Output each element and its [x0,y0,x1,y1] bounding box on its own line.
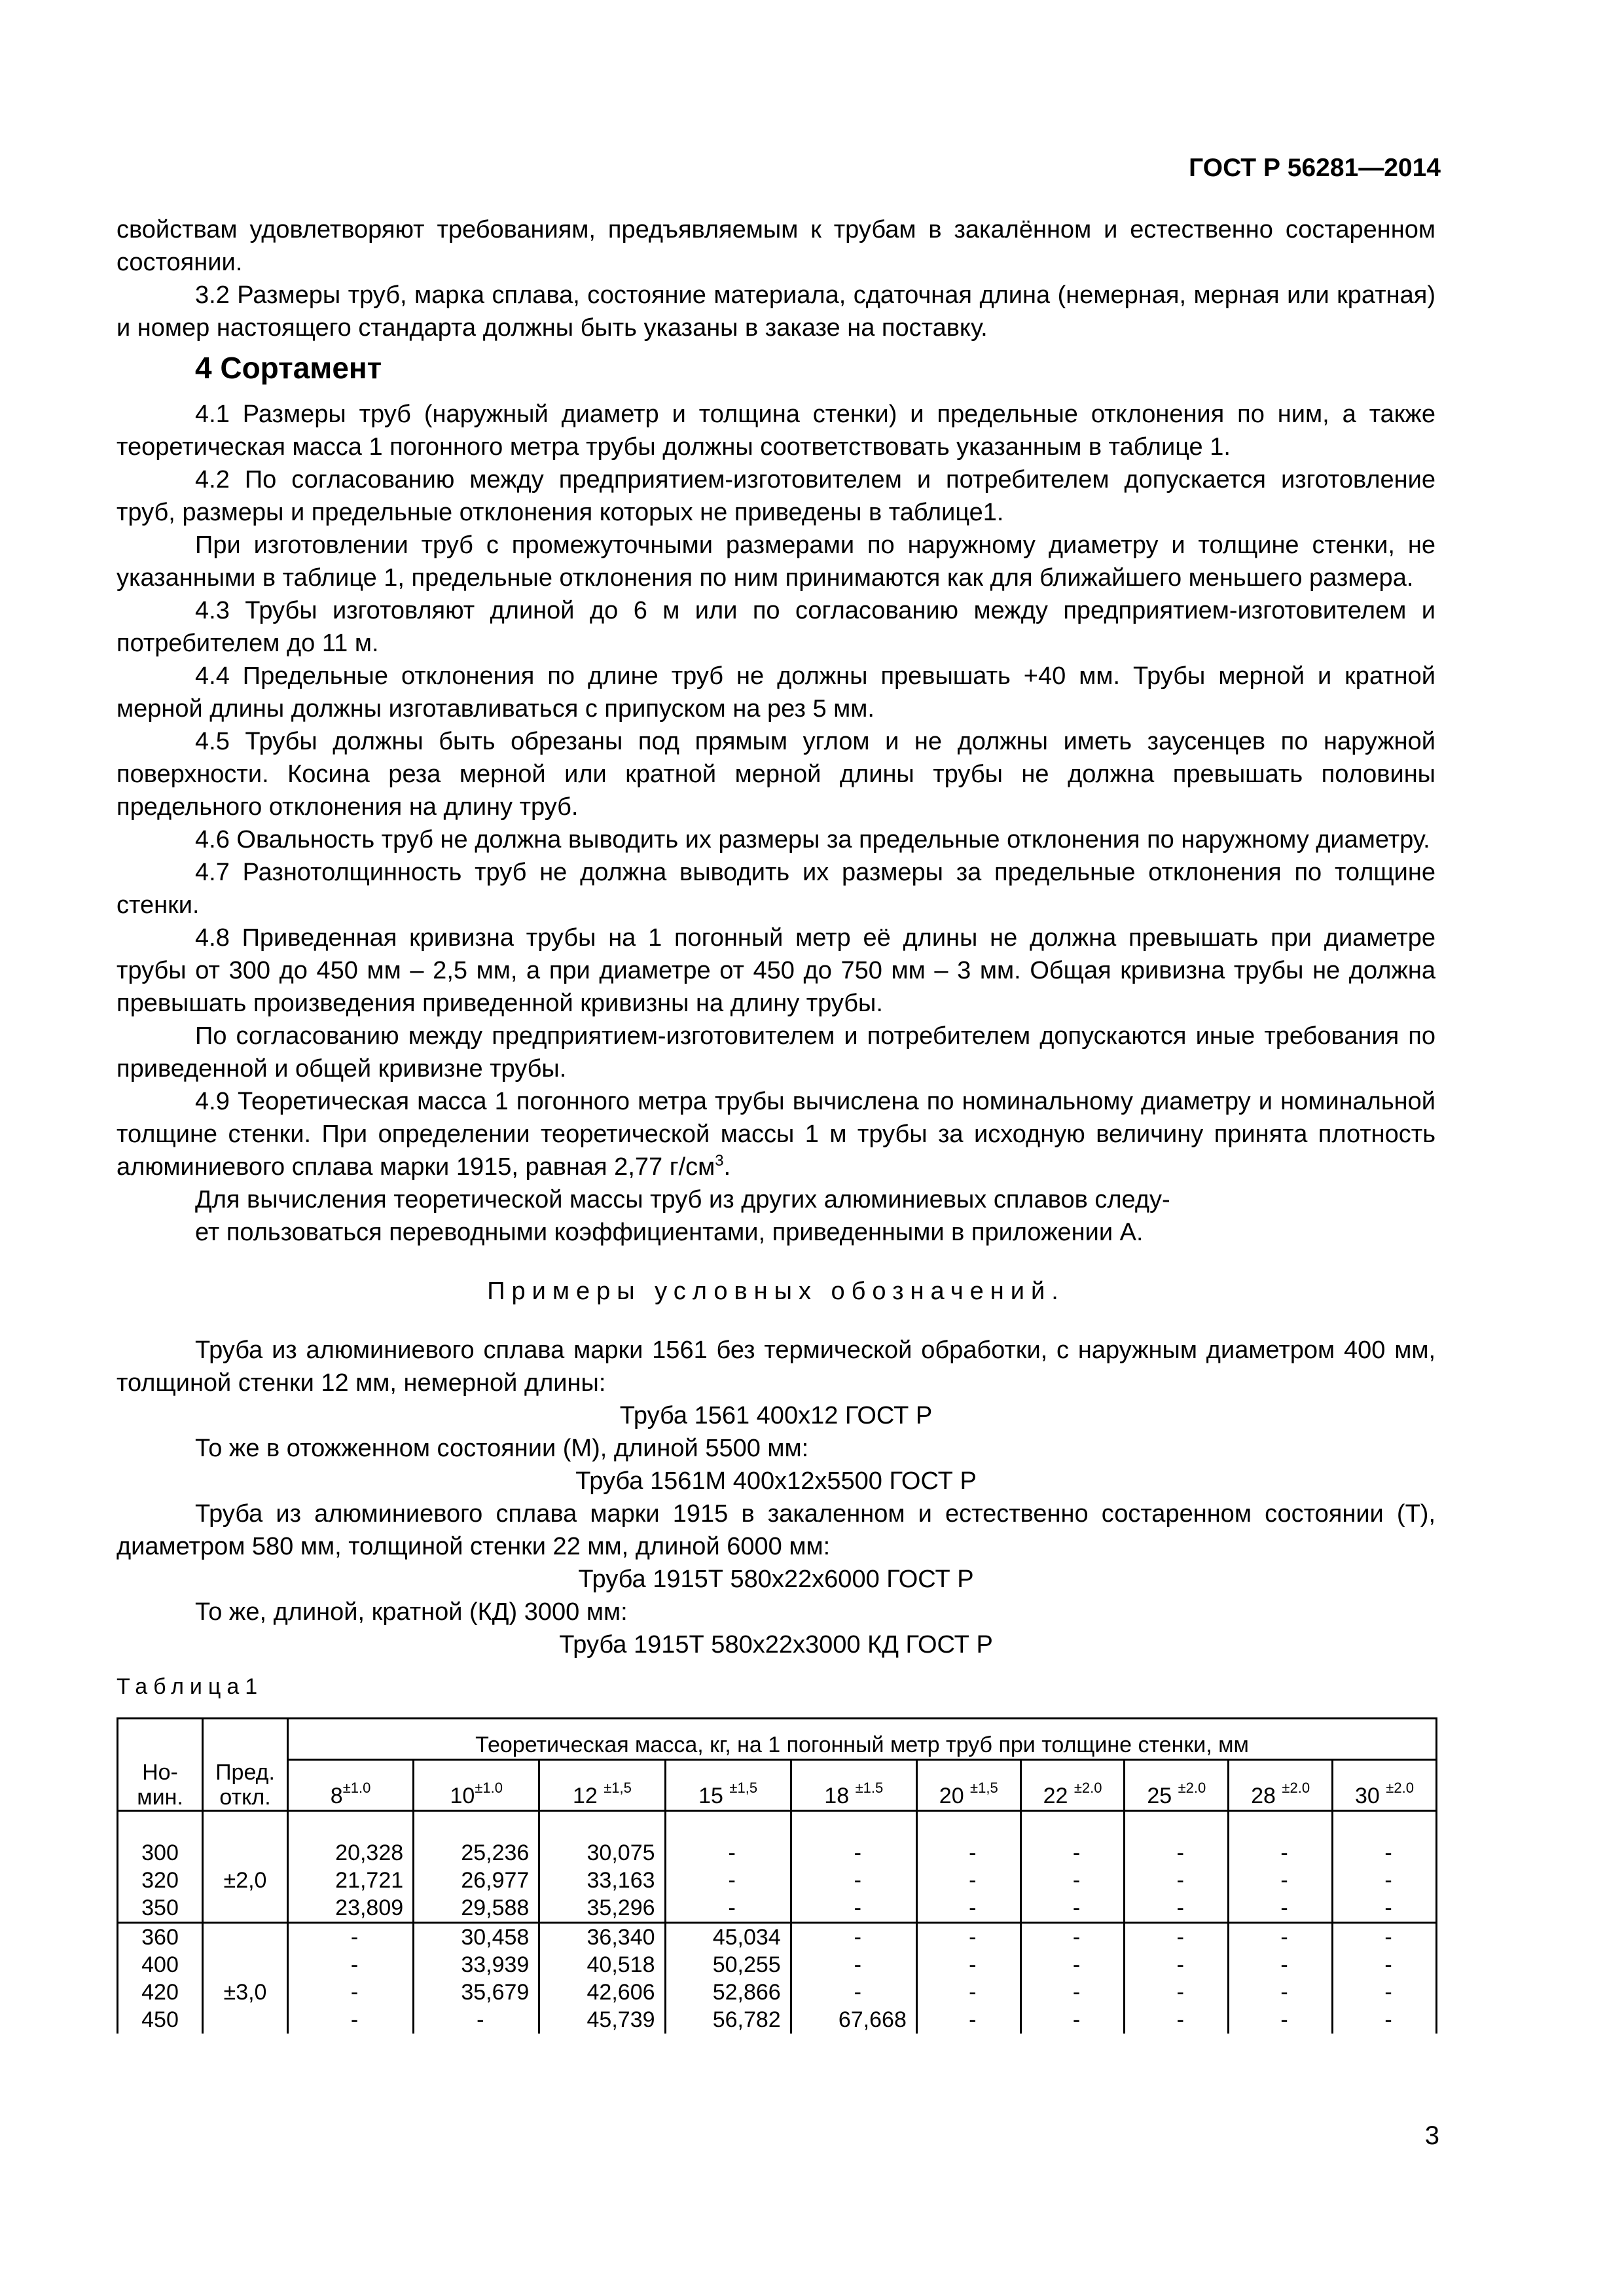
paragraph: 4.6 Овальность труб не должна выводить их размеры за предельные отклонения по наружному диаметру. [195,826,1430,853]
mass-cell: - - - [791,1810,916,1922]
mass-cell: 30,075 33,163 35,296 [539,1810,665,1922]
tolerance-cell: ±3,0 [203,1922,288,2034]
page-number: 3 [1424,2121,1439,2150]
paragraph: 3.2 Размеры труб, марка сплава, состояние материала, сдаточная длина (немерная, мерная или кратная) и номер настоящего стандарта должны быть указаны в заказе на поставку. [117,281,1435,342]
table-row-group [118,1922,1437,2034]
paragraph: свойствам удовлетворяют требованиям, предъявляемым к трубам в закалённом и естественно состаренном состоянии. [117,216,1435,276]
paragraph: 4.7 Разнотолщинность труб не должна выводить их размеры за предельные отклонения по толщине стенки. [117,859,1435,919]
mass-cell: - - - - [1125,1922,1229,2034]
col-header-thickness: $8^{\pm 1.0}$ [288,1760,414,1811]
mass-cell: - - - [1229,1810,1333,1922]
example-code: Труба 1561М 400х12х5500 ГОСТ Р [575,1467,977,1495]
mass-cell: - - - - [288,1922,414,2034]
example-code: Труба 1915Т 580х22х3000 КД ГОСТ Р [559,1631,993,1659]
paragraph: 4.4 Предельные отклонения по длине труб не должны превышать +40 мм. Трубы мерной и кратной мерной длины должны изготавливаться с припуском на рез 5 мм. [117,662,1435,723]
paragraph: 4.5 Трубы должны быть обрезаны под прямым углом и не должны иметь заусенцев по наружной поверхности. Косина реза мерной или кратной мерной длины трубы не должна превышать половины предельного отклонения на длину труб. [117,728,1435,821]
col-header-thickness: 20 $^{\pm 1,5}$ [916,1760,1020,1811]
mass-cell: 36,340 40,518 42,606 45,739 [539,1922,665,2034]
example-text: Труба из алюминиевого сплава марки 1561 без термической обработки, с наружным диаметром 400 мм, толщиной стенки 12 мм, немерной длины: [117,1336,1435,1397]
diameter-cell: 300 320 350 [118,1810,203,1922]
mass-cell: - - - - [1332,1922,1436,2034]
document-header: ГОСТ Р 56281—2014 [1189,154,1441,182]
col-header-thickness: 15 $^{\pm 1,5}$ [665,1760,791,1811]
mass-cell: - - - - [1229,1922,1333,2034]
table-body [118,1810,1437,2034]
col-header-tolerance: Пред. откл. [203,1760,288,1811]
col-header-thickness: 12 $^{\pm 1,5}$ [539,1760,665,1811]
paragraph: ет пользоваться переводными коэффициентами, приведенными в приложении А. [195,1219,1144,1246]
paragraph: По согласованию между предприятием-изготовителем и потребителем допускаются иные требования по приведенной и общей кривизне трубы. [117,1022,1435,1083]
col-header-thickness: 18 $^{\pm 1.5}$ [791,1760,916,1811]
col-header-thickness: 28 $^{\pm 2.0}$ [1229,1760,1333,1811]
col-header-nominal: Но- мин. [118,1760,203,1811]
mass-cell: - - - - [916,1922,1020,2034]
example-code: Труба 1561 400х12 ГОСТ Р [619,1402,933,1429]
example-text: То же, длиной, кратной (КД) 3000 мм: [195,1598,628,1626]
mass-table [117,1717,1437,2034]
col-header-thickness: 30 $^{\pm 2.0}$ [1332,1760,1436,1811]
paragraph: При изготовлении труб с промежуточными размерами по наружному диаметру и толщине стенки, не указанными в таблице 1, предельные отклонения по ним принимаются как для ближайшего меньшего размера. [117,531,1435,592]
paragraph: 4.8 Приведенная кривизна трубы на 1 погонный метр её длины не должна превышать при диаметре трубы от 300 до 450 мм – 2,5 мм, а при диаметре от 450 до 750 мм – 3 мм. Общая кривизна трубы не должна превышать произведения приведенной кривизны на длину трубы. [117,924,1435,1017]
table-header-columns [118,1760,1437,1811]
examples-title: Примеры условных обозначений. [487,1278,1065,1305]
paragraph: 4.3 Трубы изготовляют длиной до 6 м или по согласованию между предприятием-изготовителем и потребителем до 11 м. [117,597,1435,657]
tolerance-cell: ±2,0 [203,1810,288,1922]
superscript: 3 [715,1152,724,1170]
col-header-thickness: 22 $^{\pm 2.0}$ [1020,1760,1125,1811]
table-title: Теоретическая масса, кг, на 1 погонный метр труб при толщине стенки, мм [288,1719,1437,1760]
example-text: То же в отожженном состоянии (М), длиной 5500 мм: [195,1435,809,1462]
mass-cell: - - - [1332,1810,1436,1922]
document-body [117,213,1435,2034]
mass-cell: 30,458 33,939 35,679 - [414,1922,539,2034]
example-code: Труба 1915Т 580х22х6000 ГОСТ Р [578,1566,974,1593]
mass-cell: 25,236 26,977 29,588 [414,1810,539,1922]
section-title: 4 Сортамент [195,351,382,385]
example-text: Труба из алюминиевого сплава марки 1915 в закаленном и естественно состаренном состоянии (Т), диаметром 580 мм, толщиной стенки 22 мм, длиной 6000 мм: [117,1500,1435,1560]
mass-cell: - - - 67,668 [791,1922,916,2034]
mass-cell: - - - [1125,1810,1229,1922]
mass-cell: - - - [1020,1810,1125,1922]
paragraph-4-9: 4.9 Теоретическая масса 1 погонного метра трубы вычислена по номинальному диаметру и номинальной толщине стенки. При определении теоретической массы 1 м трубы за исходную величину принята плотность алюминиевого сплава марки 1915, равная 2,77 $г/см^3$. [117,1088,1435,1181]
mass-cell: - - - - [1020,1922,1125,2034]
mass-cell: - - - [916,1810,1020,1922]
mass-cell: 45,034 50,255 52,866 56,782 [665,1922,791,2034]
paragraph: 4.1 Размеры труб (наружный диаметр и толщина стенки) и предельные отклонения по ним, а также теоретическая масса 1 погонного метра трубы должны соответствовать указанным в таблице 1. [117,401,1435,461]
diameter-cell: 360 400 420 450 [118,1922,203,2034]
paragraph: 4.2 По согласованию между предприятием-изготовителем и потребителем допускается изготовление труб, размеры и предельные отклонения которых не приведены в таблице1. [117,466,1435,526]
col-header-thickness: $10^{\pm 1.0}$ [414,1760,539,1811]
table-caption: Таблица1 [117,1674,264,1699]
mass-cell: 20,328 21,721 23,809 [288,1810,414,1922]
col-header-thickness: 25 $^{\pm 2.0}$ [1125,1760,1229,1811]
table-header-top [118,1719,1437,1760]
paragraph: Для вычисления теоретической массы труб из других алюминиевых сплавов следу- [195,1186,1170,1213]
section-paragraphs [117,398,1435,1085]
mass-cell: - - - [665,1810,791,1922]
table-row-group [118,1810,1437,1922]
